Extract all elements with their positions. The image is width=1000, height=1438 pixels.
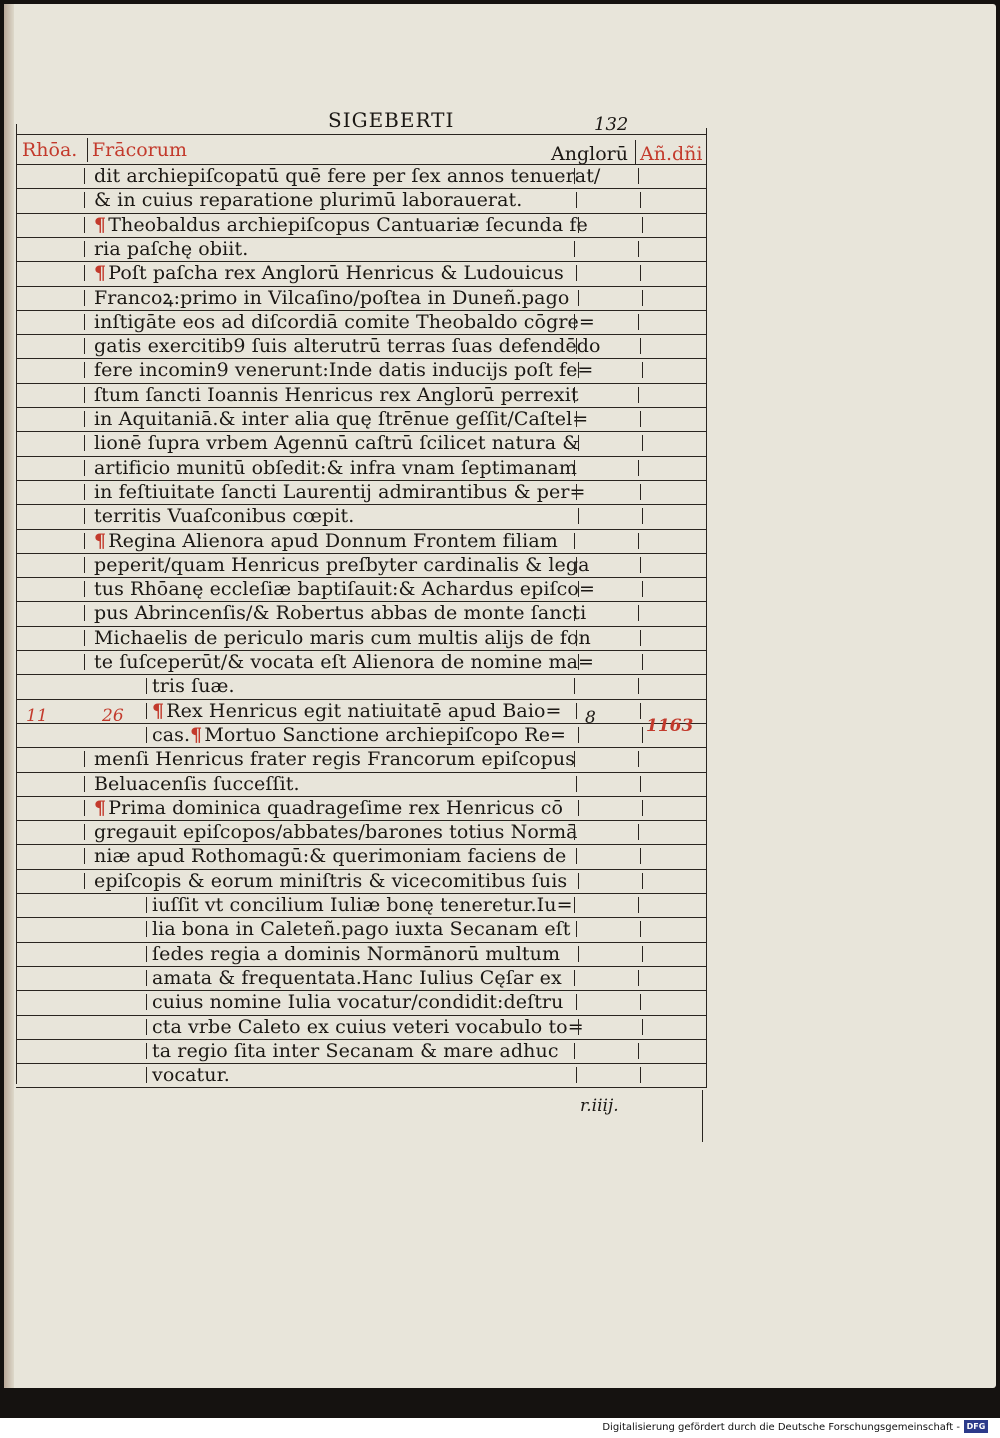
column-tick bbox=[576, 557, 577, 573]
text-line-content: tus Rhōanę eccleſiæ baptiſauit:& Achardus epiſco= bbox=[94, 578, 595, 601]
column-tick bbox=[578, 290, 579, 306]
column-tick bbox=[146, 1067, 147, 1083]
text-line bbox=[94, 748, 575, 770]
column-tick bbox=[146, 678, 147, 694]
text-line-content: & in cuius reparatione plurimū laborauerat. bbox=[94, 189, 523, 212]
text-line bbox=[94, 189, 522, 211]
text-line-content: in feſtiuitate ſancti Laurentij admirantibus & per= bbox=[94, 480, 586, 503]
text-line-content: ria paſchę obiit. bbox=[94, 237, 249, 260]
column-tick bbox=[576, 776, 577, 792]
column-tick bbox=[84, 848, 85, 864]
text-line bbox=[152, 1040, 559, 1062]
column-tick bbox=[576, 265, 577, 281]
text-line bbox=[94, 408, 588, 430]
paragraph-mark-icon: ¶ bbox=[94, 213, 107, 236]
column-tick bbox=[84, 241, 85, 257]
column-head-francorum: Frācorum bbox=[92, 139, 188, 161]
column-tick bbox=[84, 192, 85, 208]
text-line-content: Prima dominica quadrageſime rex Henricus cō bbox=[108, 796, 564, 819]
text-line-content: ſedes regia a dominis Normānorū multum bbox=[152, 942, 561, 965]
column-tick bbox=[84, 776, 85, 792]
column-tick bbox=[640, 484, 641, 500]
text-line-content: peperit/quam Henricus preſbyter cardinalis & lega bbox=[94, 553, 590, 576]
column-tick bbox=[146, 970, 147, 986]
text-line-content: Regina Alienora apud Donnum Frontem filiam bbox=[108, 529, 558, 552]
column-tick bbox=[578, 435, 579, 451]
column-tick bbox=[642, 435, 643, 451]
column-tick bbox=[574, 678, 575, 694]
column-tick bbox=[640, 265, 641, 281]
column-tick bbox=[638, 533, 639, 549]
column-tick bbox=[84, 484, 85, 500]
text-line bbox=[94, 530, 558, 552]
column-tick bbox=[84, 411, 85, 427]
column-tick bbox=[640, 994, 641, 1010]
column-tick bbox=[84, 265, 85, 281]
column-tick bbox=[574, 533, 575, 549]
text-line bbox=[152, 675, 235, 697]
column-tick bbox=[84, 435, 85, 451]
column-tick bbox=[574, 970, 575, 986]
column-tick bbox=[638, 460, 639, 476]
text-line bbox=[94, 651, 594, 673]
text-line bbox=[94, 773, 300, 795]
column-tick bbox=[84, 557, 85, 573]
column-tick bbox=[638, 678, 639, 694]
column-head-anglorum: Anglorū bbox=[551, 143, 628, 165]
text-line bbox=[94, 457, 577, 479]
column-tick bbox=[638, 387, 639, 403]
column-tick bbox=[578, 873, 579, 889]
column-tick bbox=[84, 338, 85, 354]
column-tick bbox=[576, 994, 577, 1010]
column-tick bbox=[638, 897, 639, 913]
column-tick bbox=[642, 290, 643, 306]
column-divider bbox=[87, 138, 88, 162]
text-line-content: inſtigāte eos ad diſcordiā comite Theobaldo cōgre= bbox=[94, 310, 595, 333]
column-tick bbox=[84, 387, 85, 403]
column-tick bbox=[638, 241, 639, 257]
column-tick bbox=[642, 654, 643, 670]
column-tick bbox=[578, 727, 579, 743]
column-tick bbox=[640, 411, 641, 427]
text-line bbox=[94, 335, 601, 357]
text-line-content: Theobaldus archiepiſcopus Cantuariæ ſecunda fe bbox=[108, 213, 588, 236]
year-angl-value: 8 bbox=[585, 708, 596, 728]
text-line-content: Beluacenſis ſucceſſit. bbox=[94, 772, 300, 795]
column-tick bbox=[146, 703, 147, 719]
column-tick bbox=[84, 290, 85, 306]
column-tick bbox=[578, 800, 579, 816]
column-tick bbox=[84, 581, 85, 597]
column-tick bbox=[578, 1019, 579, 1035]
column-tick bbox=[640, 703, 641, 719]
header-rule bbox=[16, 134, 706, 135]
column-tick bbox=[146, 946, 147, 962]
column-tick bbox=[574, 387, 575, 403]
column-tick bbox=[84, 508, 85, 524]
column-head-anno-domini: Añ.dñi bbox=[640, 143, 703, 165]
column-tick bbox=[642, 727, 643, 743]
text-line bbox=[94, 384, 579, 406]
column-tick bbox=[574, 751, 575, 767]
year-franc-value: 26 bbox=[102, 706, 124, 726]
column-tick bbox=[574, 241, 575, 257]
text-line-content: menſi Henricus frater regis Francorum epiſcopus bbox=[94, 748, 576, 771]
column-tick bbox=[642, 1019, 643, 1035]
text-line-content: ſtum ſancti Ioannis Henricus rex Anglorū perrexit bbox=[94, 383, 579, 406]
text-line-content: amata & frequentata.Hanc Iulius Cęſar ex bbox=[152, 966, 562, 989]
text-line bbox=[94, 432, 579, 454]
column-tick bbox=[146, 727, 147, 743]
text-line-content: gatis exercitib9 ſuis alterutrū terras ſuas defendēdo bbox=[94, 335, 601, 358]
column-tick bbox=[84, 217, 85, 233]
column-tick bbox=[638, 605, 639, 621]
paragraph-mark-icon: ¶ bbox=[152, 699, 165, 722]
text-line bbox=[94, 359, 593, 381]
text-line-content: pus Abrincenſis/& Robertus abbas de monte ſancti bbox=[94, 602, 587, 625]
text-line-content: Rex Henricus egit natiuitatē apud Baio= bbox=[166, 699, 562, 722]
paragraph-mark-icon: ¶ bbox=[94, 529, 107, 552]
text-line bbox=[94, 627, 591, 649]
text-line-content: Francoꝝ:primo in Vilcaſino/poſtea in Duneñ.pago bbox=[94, 286, 570, 309]
text-line bbox=[152, 918, 571, 940]
text-line bbox=[152, 1016, 584, 1038]
column-tick bbox=[638, 168, 639, 184]
column-tick bbox=[84, 824, 85, 840]
column-tick bbox=[146, 1043, 147, 1059]
column-tick bbox=[640, 921, 641, 937]
column-tick bbox=[576, 1067, 577, 1083]
column-divider bbox=[635, 140, 636, 164]
text-line-content: gregauit epiſcopos/abbates/barones totius Normā bbox=[94, 821, 578, 844]
column-tick bbox=[574, 460, 575, 476]
column-tick bbox=[642, 362, 643, 378]
text-line-content: vocatur. bbox=[152, 1064, 230, 1087]
ruled-line bbox=[16, 1063, 706, 1064]
text-line-content: lia bona in Caleteñ.pago iuxta Secanam eſt bbox=[152, 918, 571, 941]
text-line bbox=[94, 821, 578, 843]
column-tick bbox=[578, 654, 579, 670]
text-line-tail: Mortuo Sanctione archiepiſcopo Re= bbox=[204, 723, 567, 746]
frame-right-border bbox=[706, 128, 707, 1088]
text-line bbox=[94, 238, 248, 260]
column-tick bbox=[640, 557, 641, 573]
column-tick bbox=[638, 314, 639, 330]
page-gutter bbox=[4, 4, 14, 1388]
text-line-content: cuius nomine Iulia vocatur/condidit:deſtru bbox=[152, 991, 564, 1014]
column-tick bbox=[574, 605, 575, 621]
dfg-credit-text: Digitalisierung gefördert durch die Deutsche Forschungsgemeinschaft - bbox=[602, 1422, 960, 1433]
paragraph-mark-icon: ¶ bbox=[94, 796, 107, 819]
column-tick bbox=[576, 484, 577, 500]
column-tick bbox=[574, 314, 575, 330]
column-tick bbox=[578, 581, 579, 597]
text-line bbox=[94, 481, 586, 503]
text-line bbox=[152, 894, 573, 916]
text-line-content: territis Vuaſconibus cœpit. bbox=[94, 505, 355, 528]
column-tick bbox=[574, 897, 575, 913]
text-line bbox=[94, 262, 564, 284]
column-tick bbox=[642, 946, 643, 962]
column-tick bbox=[84, 630, 85, 646]
text-line bbox=[94, 287, 569, 309]
text-line-content: cta vrbe Caleto ex cuius veteri vocabulo to= bbox=[152, 1015, 584, 1038]
column-tick bbox=[576, 921, 577, 937]
text-line bbox=[94, 554, 590, 576]
text-line-content: artificio munitū obſedit:& infra vnam ſeptimanam bbox=[94, 456, 578, 479]
year-anno-value: 1163 bbox=[646, 716, 694, 736]
column-tick bbox=[146, 994, 147, 1010]
text-line bbox=[94, 602, 586, 624]
column-tick bbox=[638, 824, 639, 840]
column-tick bbox=[84, 460, 85, 476]
column-tick bbox=[146, 921, 147, 937]
column-tick bbox=[146, 1019, 147, 1035]
column-tick bbox=[574, 824, 575, 840]
column-tick bbox=[578, 217, 579, 233]
column-tick bbox=[640, 1067, 641, 1083]
text-line bbox=[152, 967, 562, 989]
text-line-content: in Aquitaniā.& inter alia quę ſtrēnue geſſit/Caſtel= bbox=[94, 408, 589, 430]
column-tick bbox=[576, 703, 577, 719]
text-line bbox=[94, 505, 354, 527]
text-line bbox=[152, 943, 560, 965]
column-tick bbox=[84, 362, 85, 378]
text-line bbox=[152, 700, 562, 722]
text-line-content: Poſt paſcha rex Anglorū Henricus & Ludouicus bbox=[108, 262, 564, 285]
running-title: SIGEBERTI bbox=[328, 108, 455, 132]
text-line-content: tris ſuæ. bbox=[152, 675, 235, 698]
text-line bbox=[94, 578, 595, 600]
column-tick bbox=[642, 508, 643, 524]
column-tick bbox=[576, 411, 577, 427]
column-tick bbox=[84, 873, 85, 889]
column-tick bbox=[576, 192, 577, 208]
column-tick bbox=[640, 338, 641, 354]
column-tick bbox=[640, 192, 641, 208]
text-line-content: epiſcopis & eorum miniſtris & vicecomitibus ſuis bbox=[94, 869, 568, 892]
signature-mark: r.iiij. bbox=[580, 1096, 619, 1116]
column-tick bbox=[638, 970, 639, 986]
column-tick bbox=[640, 776, 641, 792]
column-tick bbox=[574, 1043, 575, 1059]
column-tick bbox=[574, 168, 575, 184]
column-tick bbox=[640, 848, 641, 864]
column-tick bbox=[640, 630, 641, 646]
text-line bbox=[152, 1064, 230, 1086]
column-tick bbox=[642, 581, 643, 597]
column-tick bbox=[84, 533, 85, 549]
text-line-content: Michaelis de periculo maris cum multis alijs de fon bbox=[94, 626, 591, 649]
text-line-content: fere incomin9 venerunt:Inde datis inducijs poſt fe= bbox=[94, 359, 594, 382]
text-line-content: lionē ſupra vrbem Agennū caſtrū ſcilicet natura & bbox=[94, 432, 580, 455]
text-line-content: cas. bbox=[152, 723, 191, 746]
paragraph-mark-icon: ¶ bbox=[94, 262, 107, 285]
text-line bbox=[94, 845, 566, 867]
text-line-content: ta regio ſita inter Secanam & mare adhuc bbox=[152, 1039, 559, 1062]
text-line-content: niæ apud Rothomagū:& querimoniam faciens de bbox=[94, 845, 567, 868]
column-tick bbox=[84, 314, 85, 330]
text-line bbox=[152, 991, 563, 1013]
text-line bbox=[94, 870, 567, 892]
column-tick bbox=[578, 508, 579, 524]
frame-right-tail bbox=[702, 1090, 703, 1142]
column-tick bbox=[84, 751, 85, 767]
column-tick bbox=[576, 338, 577, 354]
column-tick bbox=[578, 946, 579, 962]
column-tick bbox=[638, 751, 639, 767]
text-line-content: iuſſit vt concilium Iuliæ bonę teneretur.Iu= bbox=[152, 894, 573, 916]
text-line bbox=[152, 724, 566, 746]
dfg-logo: DFG bbox=[964, 1420, 988, 1433]
column-tick bbox=[642, 873, 643, 889]
text-line bbox=[94, 797, 563, 819]
ruled-line bbox=[16, 674, 706, 675]
year-rhoan-value: 11 bbox=[26, 706, 48, 726]
column-tick bbox=[84, 800, 85, 816]
column-tick bbox=[84, 168, 85, 184]
text-line bbox=[94, 311, 595, 333]
text-line-content: dit archiepiſcopatū quē fere per ſex annos tenuerat/ bbox=[94, 165, 601, 187]
frame-left-border bbox=[16, 124, 17, 1084]
text-line-content: te ſuſceperūt/& vocata eſt Alienora de nomine ma= bbox=[94, 651, 595, 673]
column-tick bbox=[84, 654, 85, 670]
column-tick bbox=[146, 897, 147, 913]
ruled-line bbox=[16, 1087, 706, 1088]
column-head-rhoan: Rhōa. bbox=[22, 139, 78, 161]
folio-number: 132 bbox=[594, 114, 629, 135]
column-tick bbox=[578, 362, 579, 378]
text-line bbox=[94, 165, 600, 187]
column-tick bbox=[84, 605, 85, 621]
column-tick bbox=[642, 800, 643, 816]
column-tick bbox=[576, 848, 577, 864]
column-tick bbox=[576, 630, 577, 646]
text-line bbox=[94, 214, 588, 236]
column-tick bbox=[638, 1043, 639, 1059]
column-tick bbox=[642, 217, 643, 233]
paragraph-mark-icon: ¶ bbox=[190, 723, 203, 746]
